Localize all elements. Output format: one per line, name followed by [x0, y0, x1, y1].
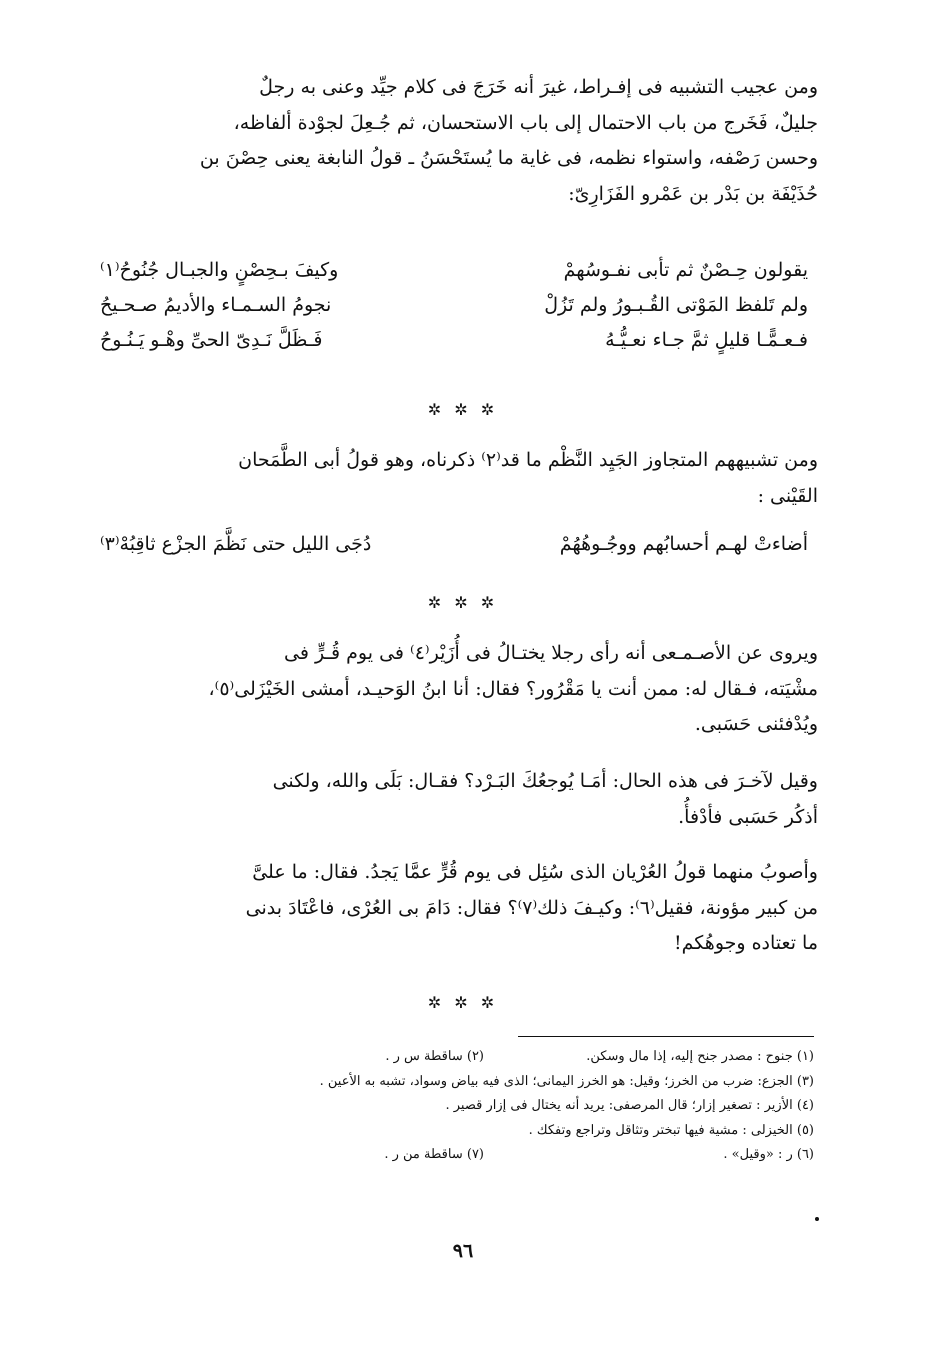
footnote: (٥) الخيزلى : مشية فيها تبختر وتثاقل وتراجع وتفكك . [528, 1122, 814, 1138]
verse-second-hemistich: نجومُ السـمـاء والأديمُ صـحـيحُ [100, 294, 332, 316]
footnote-row [140, 1119, 814, 1144]
paragraph-3 [72, 636, 818, 743]
text-line: مشْيَته، فـقال له: ممن أنت يا مَقْرُور؟ فقال: أنا ابنُ الوَحيـد، أمشى الخَيْزَلى⁽٥⁾، [208, 677, 818, 700]
text-line: وحسن رَصْفه، واستواء نظمه، فى غاية ما يُستَحْسَنُ ـ قولُ النابغة يعنى حِصْنَ بن [199, 147, 818, 169]
verse-row [100, 323, 808, 358]
text-line: جليلٌ، فَخَرج من باب الاحتمال إلى باب الاستحسان، ثم جُـعِلَ لجوْدة ألفاظه، [233, 111, 818, 134]
footnote-divider [518, 1036, 814, 1037]
text-line: القَيْنى : [757, 484, 818, 507]
paragraph-2 [72, 443, 818, 514]
verse-second-hemistich: وكيفَ بـحِصْنٍ والجبـال جُنُوحُ⁽١⁾ [100, 259, 339, 281]
text-line: أذكُر حَسَبى فأدْفأُ. [678, 805, 818, 828]
verse-row [100, 288, 808, 323]
paragraph-1 [72, 70, 818, 212]
paragraph-4 [72, 764, 818, 835]
text-line: وأصوبُ منهما قولُ العُرْيان الذى سُئِل فى يوم قُرٍّ عمَّا يَجدُ. فقال: ما علىَّ [252, 861, 818, 883]
footnote-row [140, 1070, 814, 1095]
verse-first-hemistich: يقولون حِـصْنٌ ثم تأبى نفـوسُهمْ [563, 259, 808, 281]
section-separator: ✲ ✲ ✲ [427, 593, 499, 612]
poem-2 [100, 527, 808, 562]
text-line: حُذَيْفَة بن بَدْر بن عَمْرو الفَزَارِىّ: [568, 182, 818, 205]
footnote-row [140, 1143, 814, 1168]
verse-first-hemistich: أضاءتْ لهـم أحسابُهم ووجُـوهُهُمْ [559, 533, 808, 555]
footnote: (٧) ساقطة من ر . [384, 1147, 484, 1162]
stray-dot [815, 1217, 819, 1221]
footnote: (١) جنوح : مصدر جنح إليه، إذا مال وسكن. [586, 1049, 814, 1064]
footnote: (٣) الجزع: ضرب من الخرز؛ وقيل: هو الخرز اليمانى؛ الذى فيه بياض وسواد، تشبه به الأعين . [319, 1073, 814, 1089]
text-line: ما تعتاده وجوهُكم! [674, 932, 818, 954]
footnote: (٤) الأزير : تصغير إزار؛ قال المرصفى: يريد أنه يختال فى إزار قصير . [445, 1098, 814, 1113]
page-number: ٩٦ [452, 1240, 474, 1262]
text-line: ومن تشبيههم المتجاوز الجَيِد النَّظْم ما قد⁽٢⁾ ذكرناه، وهو قولُ أبى الطَّمَحان [238, 449, 818, 471]
poem-1 [100, 253, 808, 358]
paragraph-5 [72, 855, 818, 962]
section-separator: ✲ ✲ ✲ [427, 400, 499, 419]
footnote-row [140, 1045, 814, 1070]
text-line: وقيل لآخـرَ فى هذه الحال: أمَـا يُوجعُكَ البَـرْد؟ فقـال: بَلَى والله، ولكنى [272, 770, 818, 792]
verse-second-hemistich: دُجَى الليل حتى نَظَّمَ الجزْع ثاقِبُهْ⁽٣⁾ [100, 533, 372, 555]
verse-row [100, 253, 808, 288]
verse-first-hemistich: فـعـمًّـا قليلٍ ثمَّ جـاء نعـيُّـهُ [605, 329, 808, 351]
text-line: من كبير مؤونة، فقيل⁽٦⁾: وكيـفَ ذلك⁽٧⁾؟ فقال: دَامَ بى العُرْى، فاعْتَادَ بدنى [245, 896, 818, 919]
footnote-row [140, 1094, 814, 1119]
verse-first-hemistich: ولم تَلفظ المَوْتى القُـبـورُ ولم تَزُلْ [544, 294, 808, 316]
footnote: (٦) ر : «وقيل» . [723, 1147, 814, 1162]
verse-row [100, 527, 808, 562]
section-separator: ✲ ✲ ✲ [427, 993, 499, 1012]
footnote: (٢) ساقطة س ر . [385, 1049, 484, 1064]
text-line: ويُدْفئنى حَسَبى. [694, 713, 818, 735]
footnotes [140, 1045, 814, 1168]
text-line: ويروى عن الأصـمـعى أنه رأى رجلا يختـالُ فى أُزَيْر⁽٤⁾ فى يوم قُـرٍّ فى [284, 642, 818, 664]
text-line: ومن عجيب التشبيه فى إفـراط، غيرَ أنه خَرَجَ فى كلام جيِّد وعنى به رجلٌ [259, 76, 818, 98]
verse-second-hemistich: فَـظَلَّ نَـدِىّ الحىِّ وهْـو يَـنُـوحُ [100, 329, 323, 351]
